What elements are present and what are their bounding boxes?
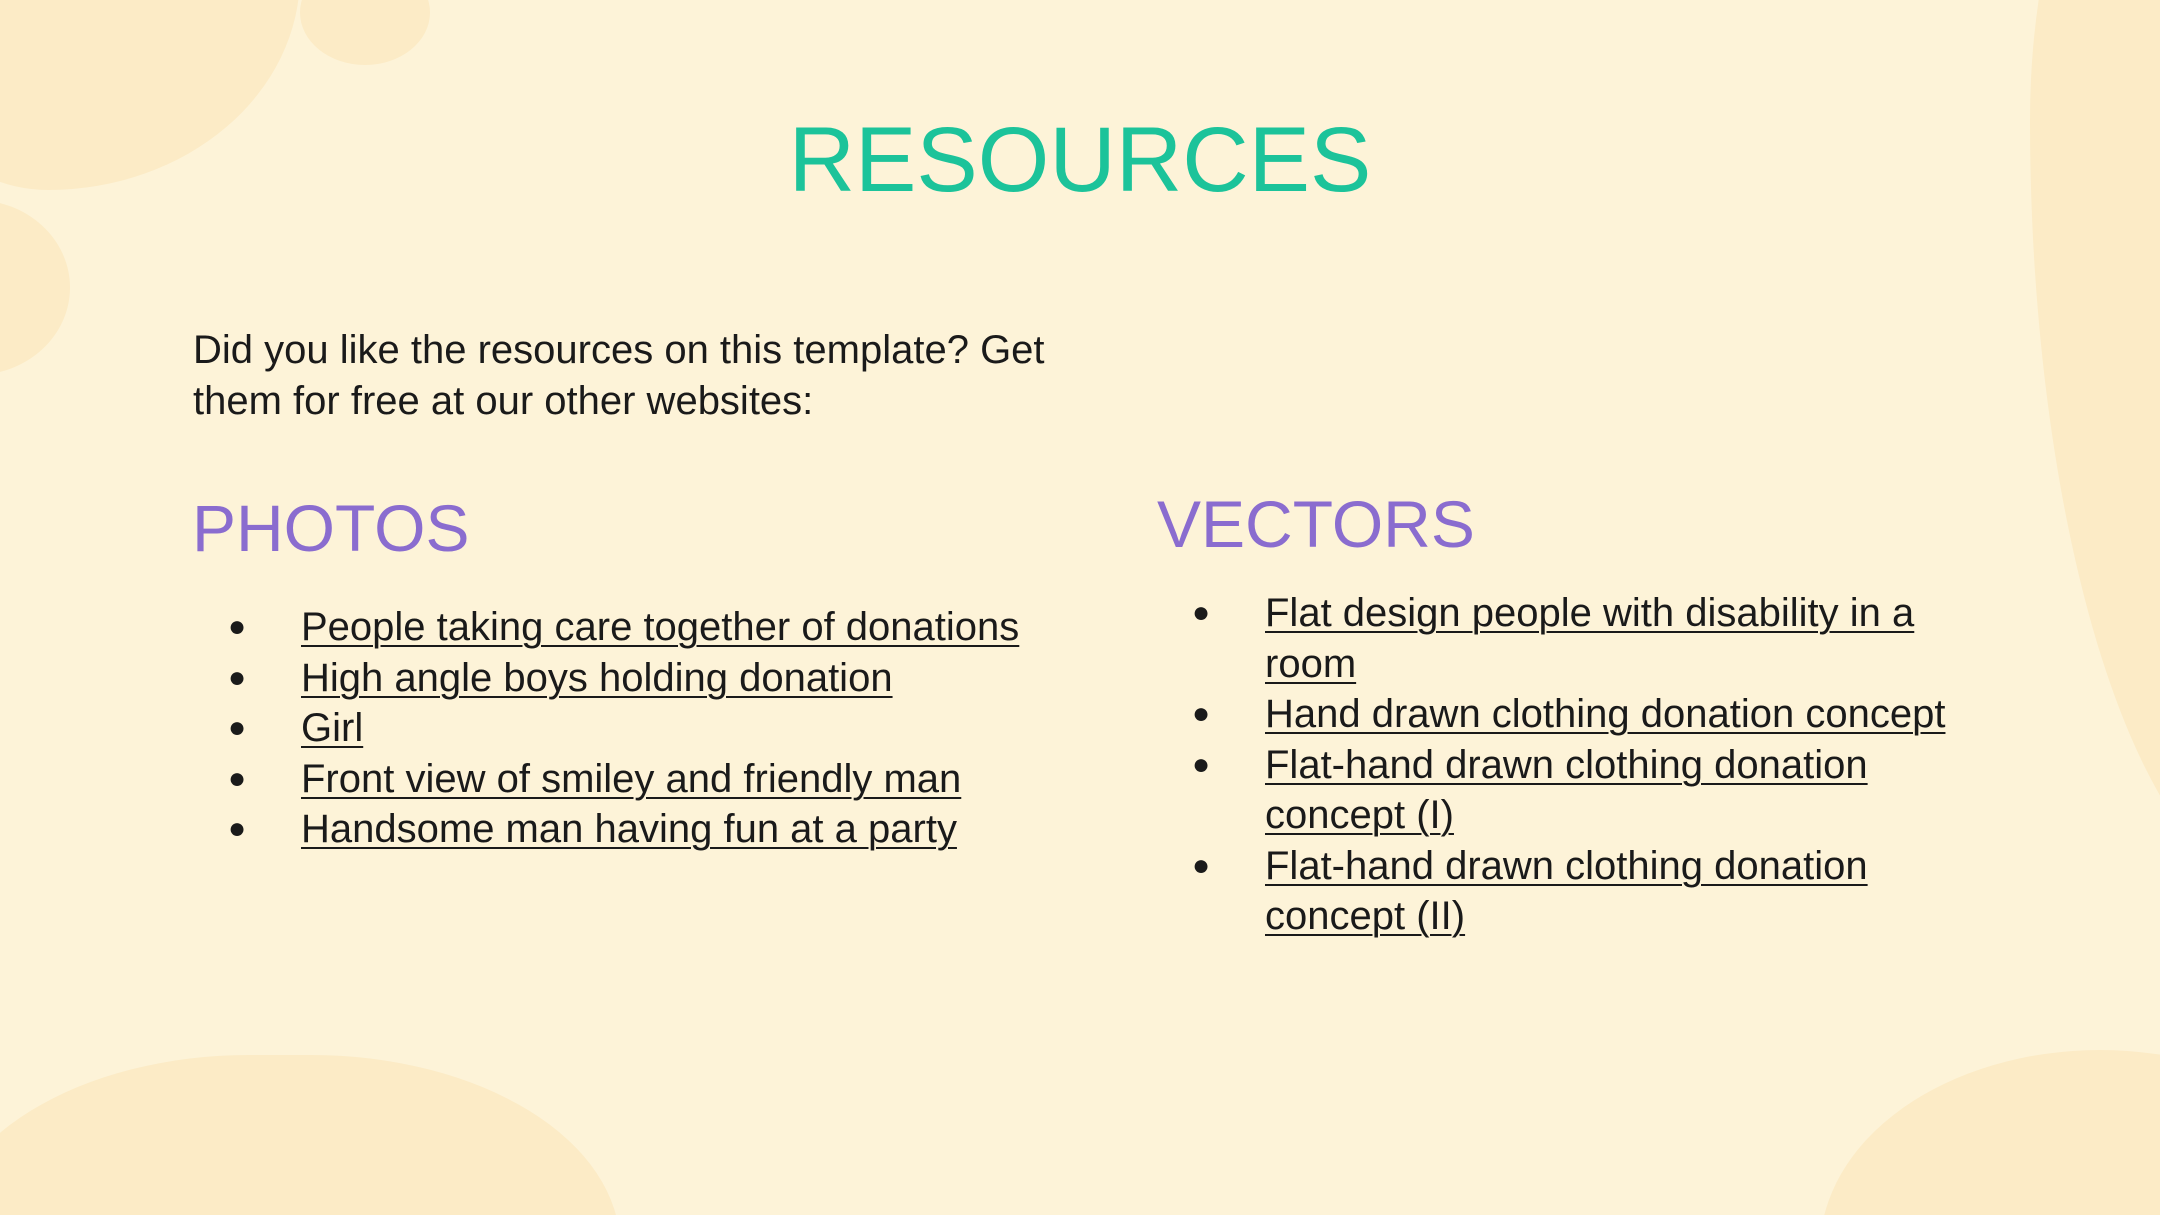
vectors-list [1192, 588, 1992, 942]
bullet-icon: ● [228, 610, 247, 643]
bullet-icon: ● [1192, 697, 1211, 730]
bullet-icon: ● [228, 812, 247, 845]
background-blob [300, 0, 430, 65]
vector-link[interactable]: Flat design people with disability in a room [1265, 591, 1915, 686]
background-blob [0, 200, 70, 375]
vector-link[interactable]: Hand drawn clothing donation concept [1265, 692, 1946, 736]
background-blob [1820, 1050, 2160, 1215]
list-item [228, 602, 1128, 653]
bullet-icon: ● [228, 660, 247, 694]
list-item [228, 804, 1128, 855]
list-item [228, 703, 1128, 754]
list-item [1192, 588, 1992, 689]
photos-list [228, 602, 1128, 855]
page-title: RESOURCES [788, 109, 1372, 211]
bullet-icon: ● [1192, 848, 1211, 882]
bullet-icon: ● [1192, 596, 1211, 629]
background-blob [0, 1055, 620, 1215]
bullet-icon: ● [228, 761, 247, 795]
bullet-icon: ● [228, 711, 247, 744]
vectors-heading: VECTORS [1157, 487, 1475, 561]
list-item [1192, 841, 1992, 942]
photo-link[interactable]: High angle boys holding donation [301, 655, 893, 700]
bullet-icon: ● [1192, 747, 1211, 781]
photo-link[interactable]: Handsome man having fun at a party [301, 807, 957, 851]
list-item [1192, 740, 1992, 841]
intro-text: Did you like the resources on this template? Get them for free at our other websites: [193, 328, 1045, 423]
vector-link[interactable]: Flat-hand drawn clothing donation concept (II) [1265, 843, 1868, 938]
list-item [228, 754, 1128, 805]
photo-link[interactable]: Front view of smiley and friendly man [301, 756, 962, 801]
vector-link[interactable]: Flat-hand drawn clothing donation concept (I) [1265, 742, 1868, 837]
list-item [1192, 689, 1992, 740]
photo-link[interactable]: Girl [301, 706, 364, 750]
photos-heading: PHOTOS [192, 491, 470, 565]
photo-link[interactable]: People taking care together of donations [301, 605, 1020, 649]
list-item [228, 653, 1128, 704]
